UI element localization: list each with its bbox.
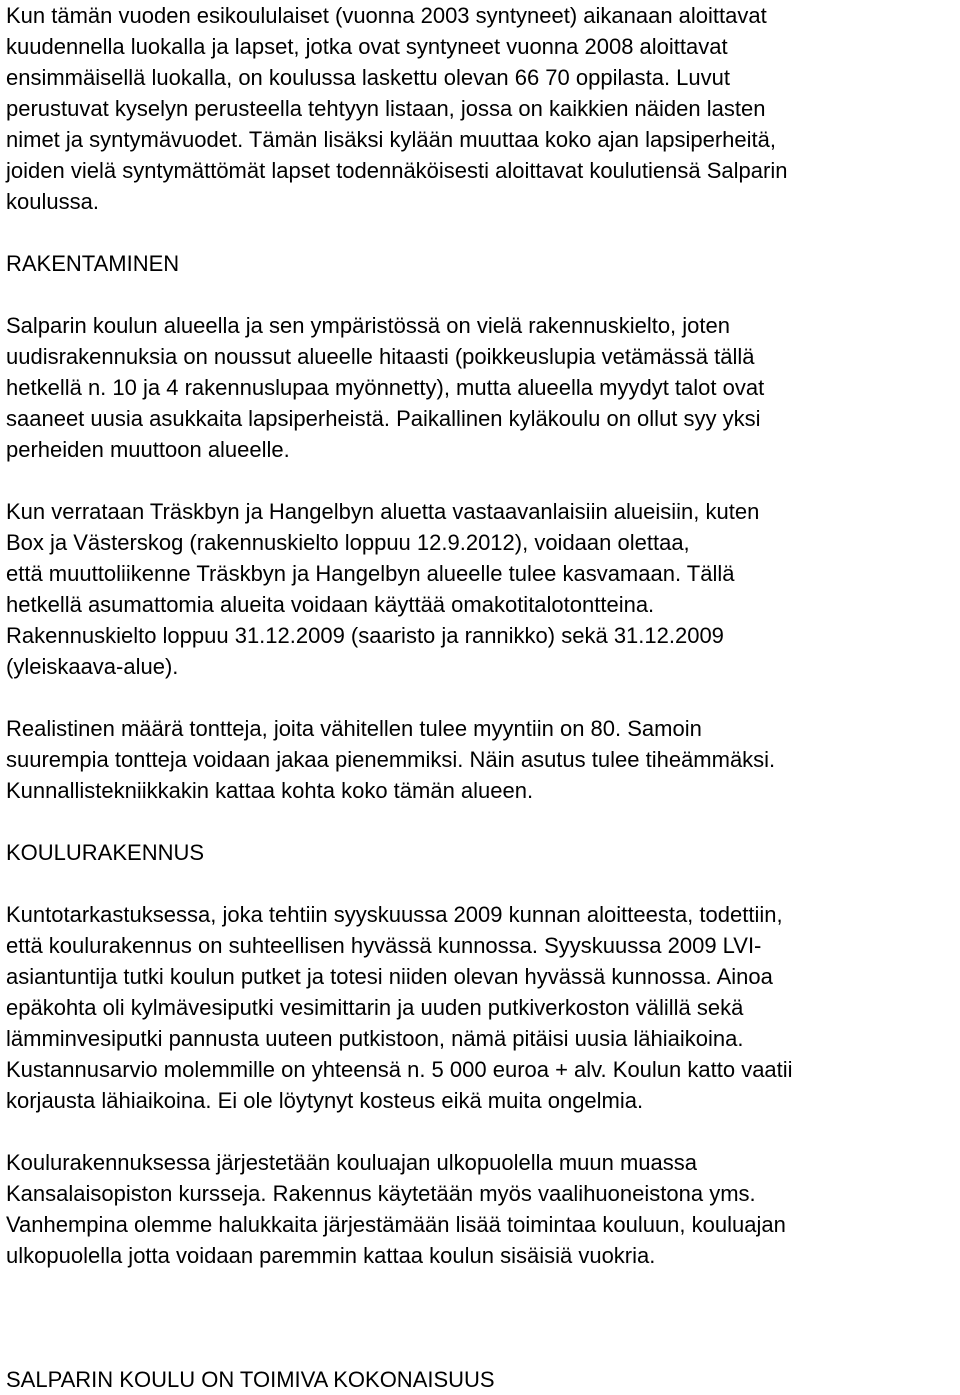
spacer	[6, 279, 948, 310]
paragraph-rakentaminen-1: Salparin koulun alueella ja sen ympäristössä on vielä rakennuskielto, joten uudisrakennuksia on noussut alueelle hitaasti (poikkeuslupia vetämässä tällä hetkellä n. 10 ja 4 rakennuslupaa myönnetty), mutta alueella myydyt talot ovat saaneet uusia asukkaita lapsiperheistä. Paikallinen kyläkoulu on ollut syy yksi perheiden muuttoon alueelle.	[6, 313, 765, 462]
spacer	[6, 806, 948, 837]
spacer	[6, 1271, 948, 1364]
paragraph-rakentaminen-2: Kun verrataan Träskbyn ja Hangelbyn aluetta vastaavanlaisiin alueisiin, kuten Box ja Västerskog (rakennuskielto loppuu 12.9.2012), voidaan olettaa, että muuttoliikenne Träskbyn ja Hangelbyn alueelle tulee kasvamaan. Tällä hetkellä asumattomia alueita voidaan käyttää omakotitalotontteina. Rakennuskielto loppuu 31.12.2009 (saaristo ja rannikko) sekä 31.12.2009 (yleiskaava-alue).	[6, 499, 760, 679]
section-heading-rakentaminen: RAKENTAMINEN	[6, 251, 180, 276]
spacer	[6, 465, 948, 496]
paragraph-rakentaminen-3: Realistinen määrä tontteja, joita vähitellen tulee myyntiin on 80. Samoin suurempia tontteja voidaan jakaa pienemmiksi. Näin asutus tulee tiheämmäksi. Kunnallistekniikkakin kattaa kohta koko tämän alueen.	[6, 716, 776, 803]
intro-paragraph: Kun tämän vuoden esikoululaiset (vuonna 2003 syntyneet) aikanaan aloittavat kuudennella luokalla ja lapset, jotka ovat syntyneet vuonna 2008 aloittavat ensimmäisellä luokalla, on koulussa laskettu olevan 66 70 oppilasta. Luvut perustuvat kyselyn perusteella tehtyyn listaan, jossa on kaikkien näiden lasten nimet ja syntymävuodet. Tämän lisäksi kylään muuttaa koko ajan lapsiperheitä, joiden vielä syntymättömät lapset todennäköisesti aloittavat koulutiensä Salparin koulussa.	[6, 3, 788, 214]
spacer	[6, 682, 948, 713]
paragraph-koulurakennus-1: Kuntotarkastuksessa, joka tehtiin syyskuussa 2009 kunnan aloitteesta, todettiin, että koulurakennus on suhteellisen hyvässä kunnossa. Syyskuussa 2009 LVI- asiantuntija tutki koulun putket ja totesi niiden olevan hyvässä kunnossa. Ainoa epäkohta oli kylmävesiputki vesimittarin ja uuden putkiverkoston välillä sekä lämminvesiputki pannusta uuteen putkistoon, nämä pitäisi uusia lähiaikoina. Kustannusarvio molemmille on yhteensä n. 5 000 euroa + alv. Koulun katto vaatii korjausta lähiaikoina. Ei ole löytynyt kosteus eikä muita ongelmia.	[6, 902, 793, 1113]
spacer	[6, 868, 948, 899]
spacer	[6, 217, 948, 248]
paragraph-koulurakennus-2: Koulurakennuksessa järjestetään kouluajan ulkopuolella muun muassa Kansalaisopiston kursseja. Rakennus käytetään myös vaalihuoneistona yms. Vanhempina olemme halukkaita järjestämään lisää toimintaa kouluun, kouluajan ulkopuolella jotta voidaan paremmin kattaa koulun sisäisiä vuokria.	[6, 1150, 786, 1268]
spacer	[6, 1116, 948, 1147]
section-heading-koulurakennus: KOULURAKENNUS	[6, 840, 205, 865]
section-heading-kokonaisuus: SALPARIN KOULU ON TOIMIVA KOKONAISUUS	[6, 1367, 495, 1392]
